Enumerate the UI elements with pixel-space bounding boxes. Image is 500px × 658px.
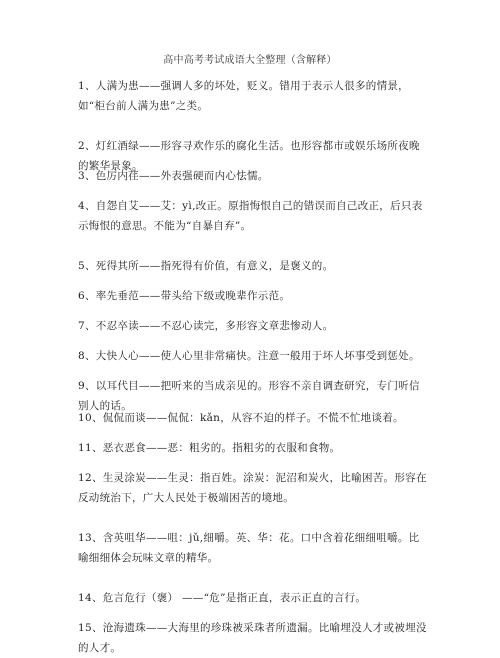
idiom-entry-7: 7、不忍卒读——不忍心读完，多形容文章悲惨动人。: [78, 320, 334, 332]
idiom-entry-13: 13、含英咀华——咀：jǔ,细嚼。英、华：花。口中含着花细细咀嚼。比喻细细体会玩味文章的精华。: [78, 532, 420, 564]
idiom-entry-14: 14、危言危行（褒） ——“危”是指正直，表示正直的言行。: [78, 592, 367, 604]
idiom-entry-4: 4、自怨自艾——艾：yì,改正。原指悔恨自己的错误而自己改正，后只表示悔恨的意思。不能为“自暴自弃”。: [78, 200, 423, 232]
document-title: 高中高考考试成语大全整理（含解释）: [163, 55, 337, 66]
idiom-entry-3: 3、色厉内荏——外表强硬而内心怯懦。: [78, 170, 269, 182]
idiom-entry-15: 15、沧海遗珠——大海里的珍珠被采珠者所遗漏。比喻埋没人才或被埋没的人才。: [78, 622, 427, 654]
idiom-entry-12: 12、生灵涂炭——生灵：指百姓。涂炭：泥沼和炭火，比喻困苦。形容在反动统治下，广大人民处于极端困苦的境地。: [78, 472, 427, 504]
idiom-entry-1: 1、人满为患——强调人多的坏处，贬义。错用于表示人很多的情景，如“柜台前人满为患”之类。: [78, 80, 409, 112]
idiom-entry-2: 2、灯红酒绿——形容寻欢作乐的腐化生活。也形容都市或娱乐场所夜晚的繁华景象。: [78, 140, 420, 172]
idiom-entry-11: 11、恶衣恶食——恶：粗劣的。指粗劣的衣服和食物。: [78, 442, 341, 454]
idiom-entry-6: 6、率先垂范——带头给下级或晚辈作示范。: [78, 290, 291, 302]
idiom-entry-8: 8、大快人心——使人心里非常痛快。注意一般用于坏人坏事受到惩处。: [78, 350, 420, 362]
idiom-entry-10: 10、侃侃而谈——侃侃：kǎn，从容不迫的样子。不慌不忙地谈着。: [78, 412, 404, 424]
idiom-entry-5: 5、死得其所——指死得有价值，有意义，是褒义的。: [78, 260, 334, 272]
idiom-entry-9: 9、以耳代目——把听来的当成亲见的。形容不亲自调查研究，专门听信别人的话。: [78, 380, 420, 412]
